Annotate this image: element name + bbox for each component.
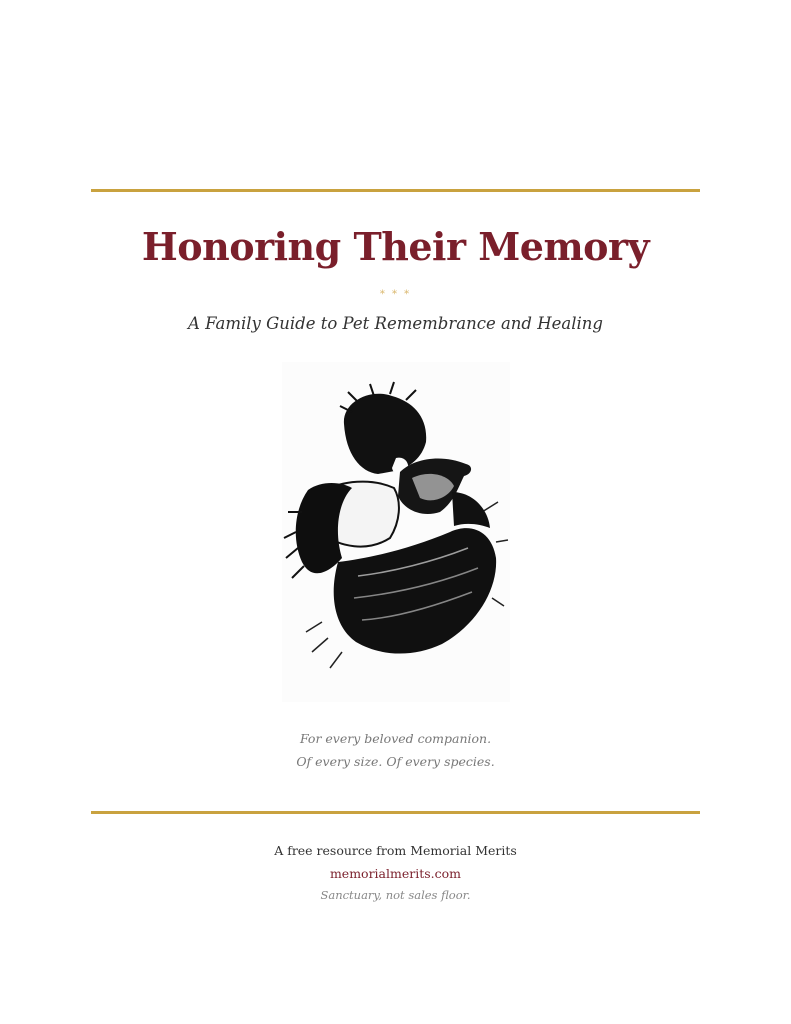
bottom-divider — [91, 811, 700, 814]
website-link[interactable]: memorialmerits.com — [329, 866, 462, 881]
dedication — [0, 727, 791, 773]
dedication-line-2: Of every size. Of every species. — [296, 754, 495, 769]
page-subtitle: A Family Guide to Pet Remembrance and Healing — [188, 314, 603, 333]
ornament-divider: * * * — [379, 289, 412, 300]
dedication-line-1: For every beloved companion. — [299, 731, 492, 746]
tagline: Sanctuary, not sales floor. — [320, 888, 471, 902]
resource-credit: A free resource from Memorial Merits — [274, 843, 517, 858]
top-divider — [91, 189, 700, 192]
page-title: Honoring Their Memory — [141, 224, 650, 269]
child-hugging-dog-illustration — [282, 362, 510, 702]
